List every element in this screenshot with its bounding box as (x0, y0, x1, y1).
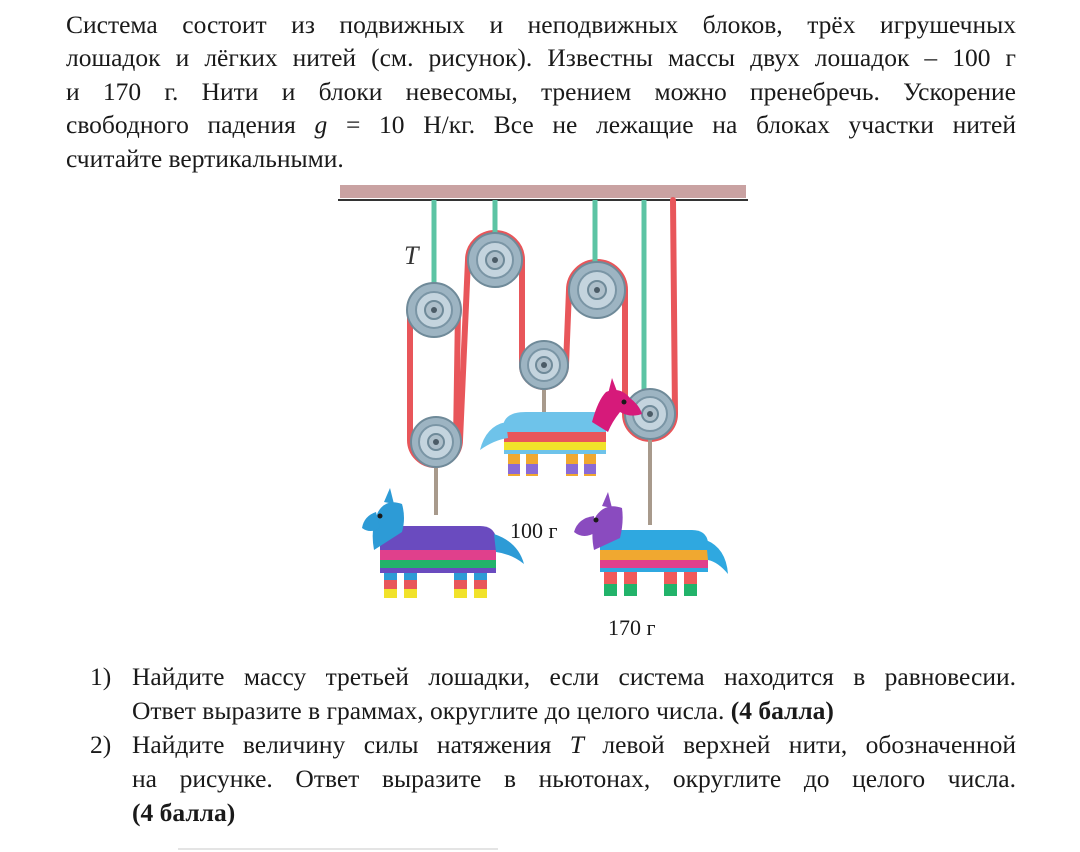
question-2-line-2: на рисунке. Ответ выразите в ньютонах, округлите до целого числа. (132, 764, 1016, 793)
questions-list (90, 660, 1016, 830)
ceiling-bar (340, 185, 746, 198)
tension-label: T (404, 241, 419, 270)
problem-line-2: лошадок и лёгких нитей (см. рисунок). Известны массы двух лошадок – 100 г (66, 43, 1016, 73)
problem-line-4: свободного падения g = 10 Н/кг. Все не лежащие на блоках участки нитей (66, 110, 1016, 140)
horse-middle (480, 378, 642, 476)
pulley-system-figure (330, 180, 760, 650)
question-2-points: (4 балла) (132, 798, 236, 827)
pulley-top-left (407, 283, 461, 337)
pulley-top-3 (569, 262, 625, 318)
question-1-line-2-text: Ответ выразите в граммах, округлите до целого числа. (132, 696, 725, 725)
pulley-top-2 (468, 233, 522, 287)
problem-line-1: Система состоит из подвижных и неподвижных блоков, трёх игрушечных (66, 10, 1016, 39)
question-2-line-3 (132, 796, 1016, 830)
question-1-points: (4 балла) (730, 696, 834, 725)
problem-line-3: и 170 г. Нити и блоки невесомы, трением можно пренебречь. Ускорение (66, 76, 1016, 106)
mass-label-100: 100 г (510, 518, 558, 543)
horse-left (362, 488, 524, 598)
question-1-number: 1) (90, 662, 112, 691)
problem-line-5: считайте вертикальными. (66, 143, 344, 173)
pulley-middle (520, 341, 568, 389)
question-2-line-1: Найдите величину силы натяжения T левой верхней нити, обозначенной (132, 730, 1016, 759)
question-1-line-2 (132, 694, 1016, 728)
question-1-line-1: Найдите массу третьей лошадки, если система находится в равновесии. (132, 662, 1016, 691)
pulley-lower-left (411, 417, 461, 467)
question-2-number: 2) (90, 730, 112, 759)
question-1 (90, 660, 1016, 728)
question-2 (90, 728, 1016, 830)
bottom-divider (178, 848, 498, 850)
mass-label-170: 170 г (608, 615, 656, 640)
problem-statement (66, 8, 1016, 175)
